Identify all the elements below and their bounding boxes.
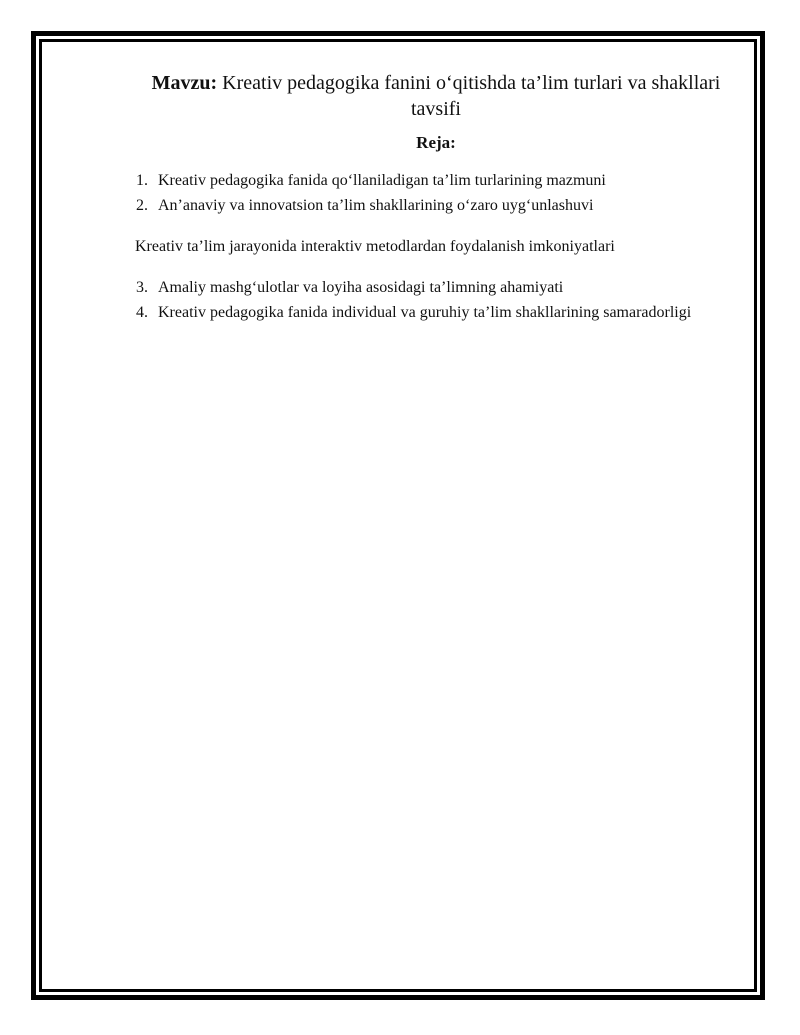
plan-item-4 <box>128 300 744 325</box>
plan-list-second <box>128 275 744 325</box>
plan-unnumbered-item: Kreativ ta’lim jarayonida interaktiv metodlardan foydalanish imkoniyatlari <box>135 238 615 255</box>
plan-item-number: 1. <box>136 172 148 189</box>
plan-item-text: Amaliy mashg‘ulotlar va loyiha asosidagi ta’limning ahamiyati <box>158 279 564 296</box>
title-text: Kreativ pedagogika fanini o‘qitishda ta’lim turlari va shakllari tavsifi <box>217 72 721 120</box>
plan-item-2 <box>128 193 744 218</box>
plan-item-3 <box>128 275 744 300</box>
document-title <box>128 70 744 122</box>
document-body <box>128 70 744 325</box>
plan-item-text: An’anaviy va innovatsion ta’lim shakllarining o‘zaro uyg‘unlashuvi <box>158 197 594 214</box>
plan-heading: Reja: <box>416 133 456 152</box>
plan-list-first <box>128 168 744 218</box>
title-label: Mavzu: <box>151 72 218 94</box>
plan-item-number: 3. <box>136 279 148 296</box>
plan-item-1 <box>128 168 744 193</box>
plan-item-number: 4. <box>136 304 148 321</box>
plan-item-number: 2. <box>136 197 148 214</box>
plan-item-text: Kreativ pedagogika fanida qo‘llaniladigan ta’lim turlarining mazmuni <box>158 172 606 189</box>
plan-item-text: Kreativ pedagogika fanida individual va guruhiy ta’lim shakllarining samaradorligi <box>158 304 692 321</box>
